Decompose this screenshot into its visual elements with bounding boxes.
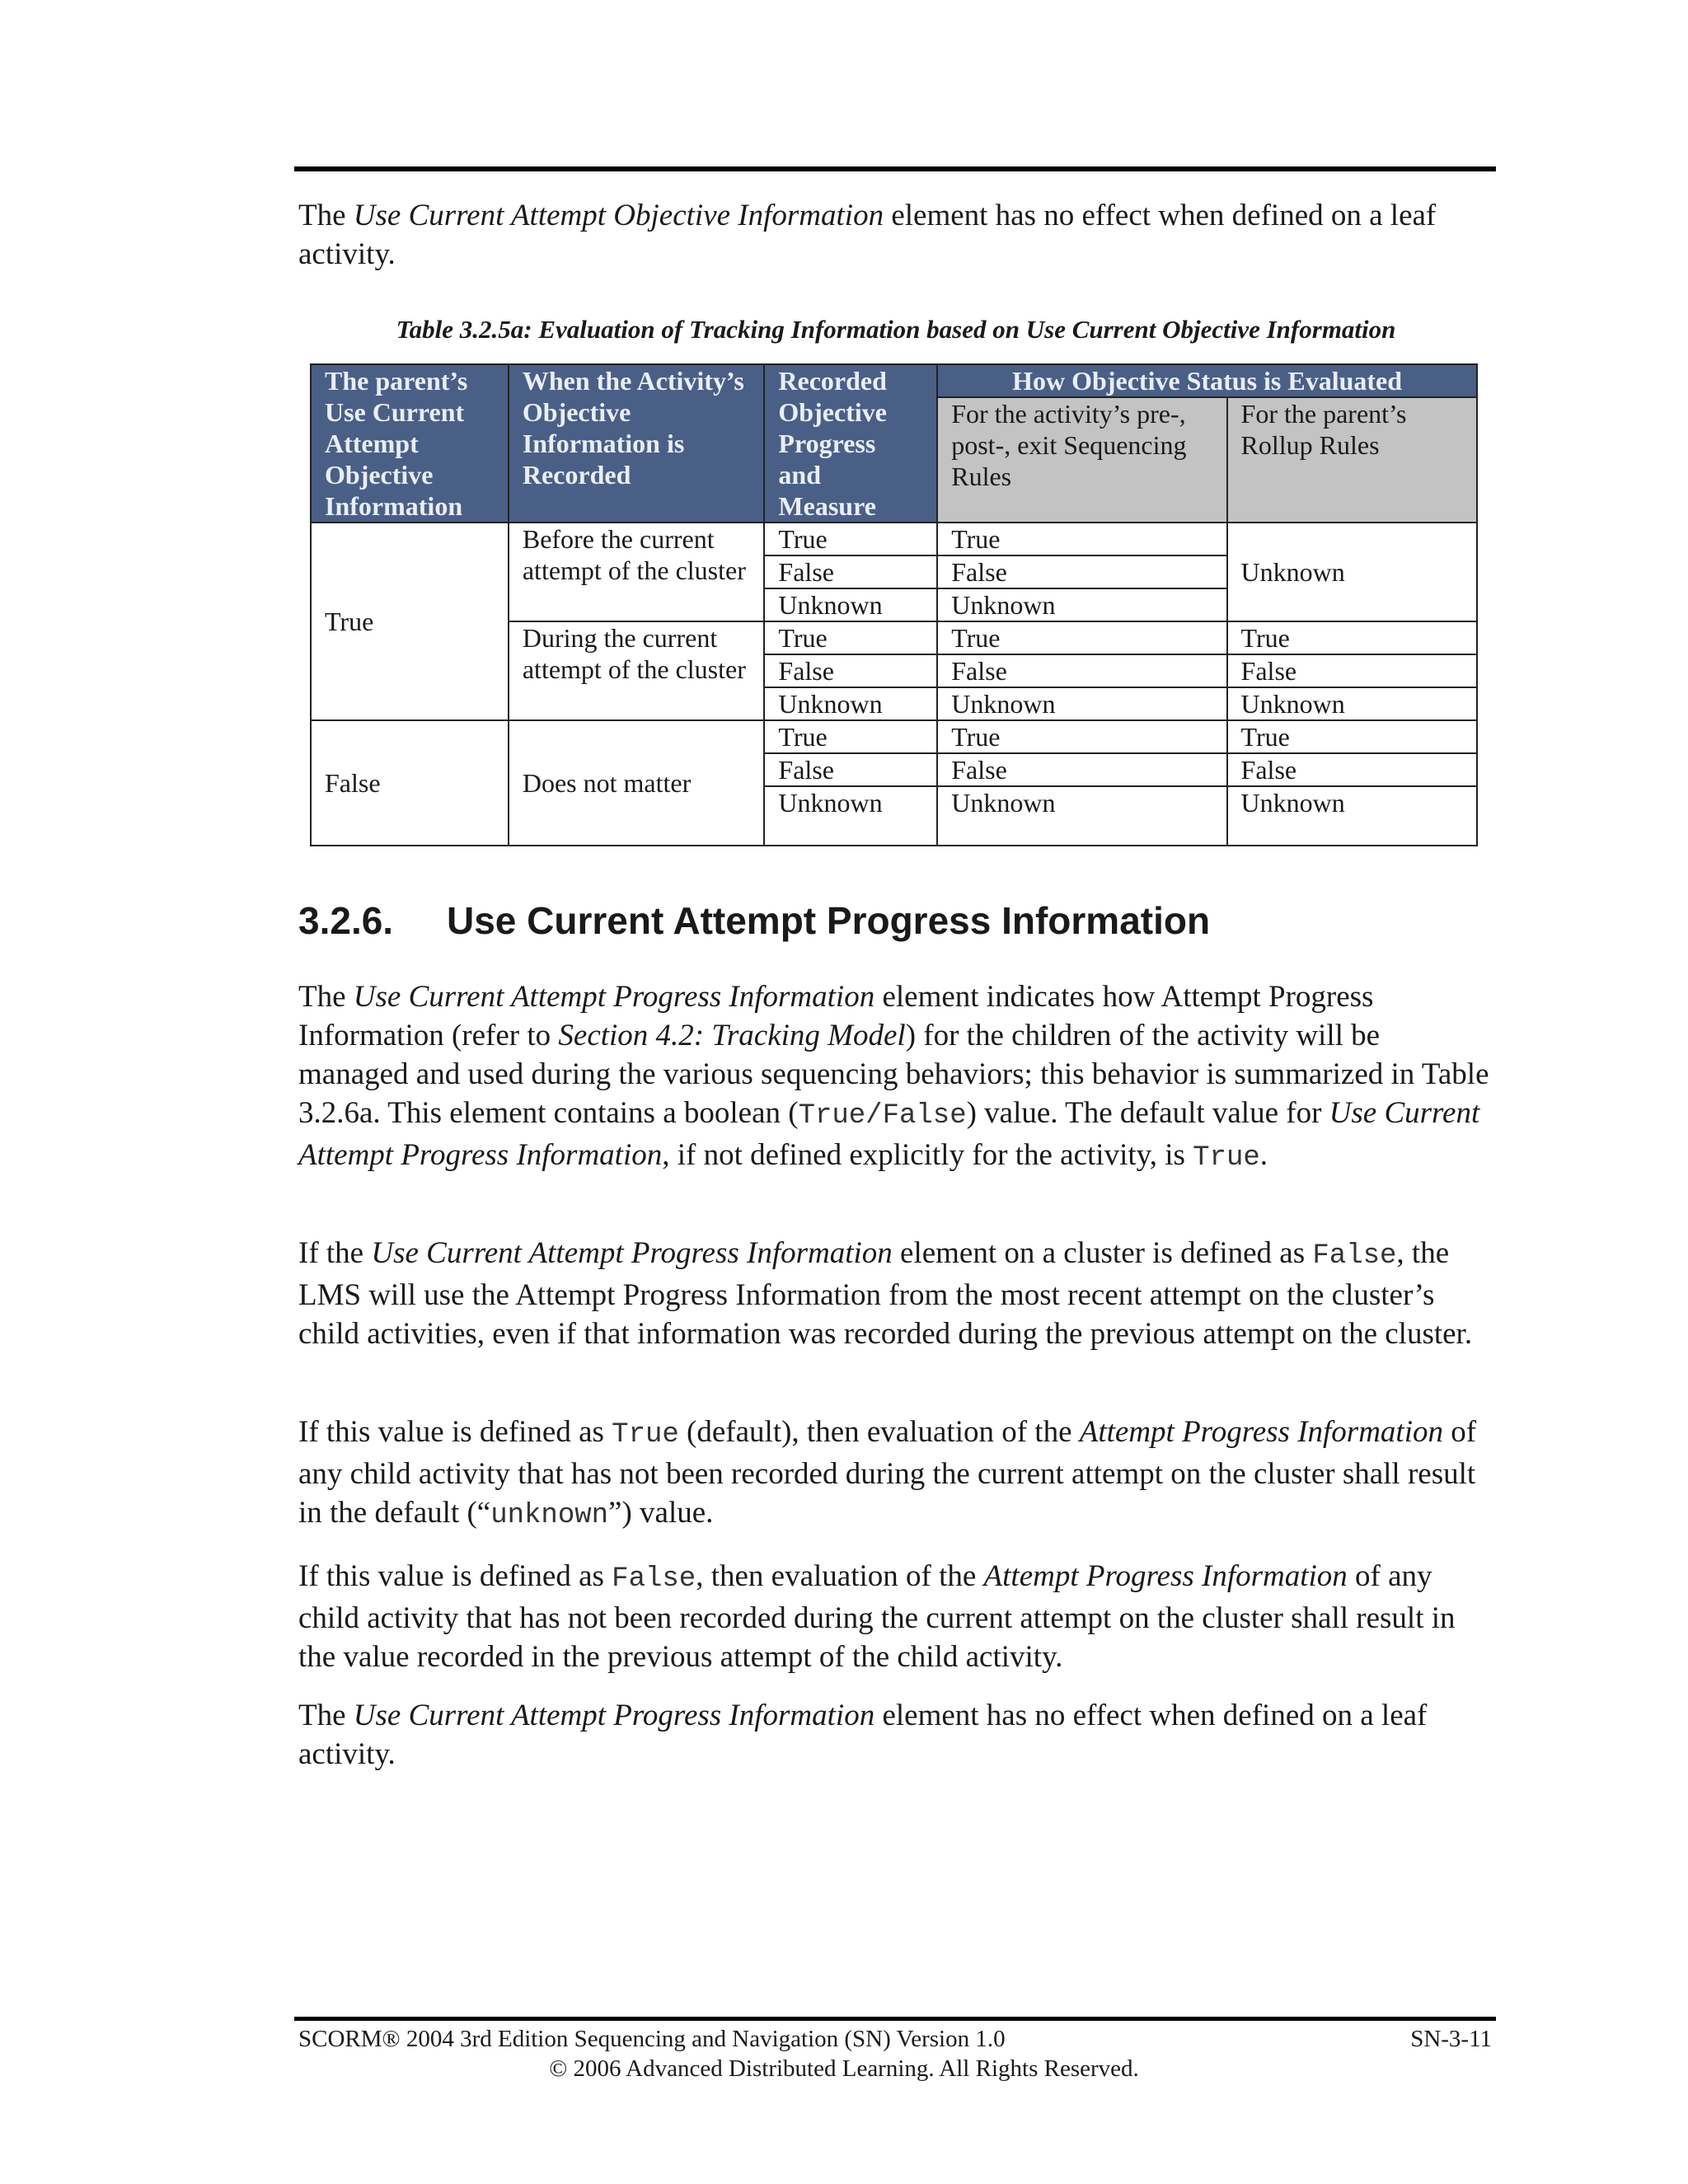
cell-activity-rules: Unknown bbox=[937, 588, 1226, 621]
table-row bbox=[311, 523, 1477, 555]
header-rule bbox=[294, 166, 1496, 171]
intro-paragraph bbox=[298, 196, 1493, 274]
cell-recorded: Unknown bbox=[764, 786, 937, 846]
section-title: Use Current Attempt Progress Information bbox=[447, 899, 1211, 942]
paragraph-leaf bbox=[298, 1696, 1493, 1774]
text: The bbox=[298, 980, 354, 1014]
cell-rollup: True bbox=[1227, 720, 1477, 753]
emphasis: Attempt Progress Information bbox=[983, 1559, 1348, 1593]
code: False bbox=[1312, 1240, 1397, 1272]
cell-recorded: True bbox=[764, 720, 937, 753]
text: The bbox=[298, 199, 354, 232]
cell-recorded: Unknown bbox=[764, 588, 937, 621]
cell-rollup: Unknown bbox=[1227, 523, 1477, 621]
paragraph-true-default bbox=[298, 1413, 1493, 1535]
text: If the bbox=[298, 1236, 372, 1270]
cell-recorded: False bbox=[764, 753, 937, 786]
code: unknown bbox=[490, 1500, 609, 1531]
section-reference: Section 4.2: Tracking Model bbox=[558, 1019, 906, 1052]
paragraph-false-value bbox=[298, 1557, 1493, 1676]
cell-rollup: Unknown bbox=[1227, 687, 1477, 720]
header-when-recorded: When the Activity’s Objective Information is Recorded bbox=[509, 364, 765, 523]
cell-activity-rules: Unknown bbox=[937, 687, 1226, 720]
evaluation-table bbox=[310, 363, 1478, 846]
cell-activity-rules: True bbox=[937, 621, 1226, 654]
cell-when: During the current attempt of the cluster bbox=[509, 621, 765, 720]
cell-rollup: False bbox=[1227, 654, 1477, 687]
cell-activity-rules: True bbox=[937, 720, 1226, 753]
cell-use-current: False bbox=[311, 720, 509, 846]
header-activity-rules: For the activity’s pre-, post-, exit Sequencing Rules bbox=[937, 397, 1226, 523]
emphasis: Use Current Attempt Objective Information bbox=[353, 199, 884, 232]
footer-title: SCORM® 2004 3rd Edition Sequencing and Navigation (SN) Version 1.0 bbox=[298, 2026, 1006, 2052]
cell-rollup: False bbox=[1227, 753, 1477, 786]
paragraph-false-cluster bbox=[298, 1234, 1493, 1353]
cell-recorded: True bbox=[764, 523, 937, 555]
cell-recorded: Unknown bbox=[764, 687, 937, 720]
cell-when: Before the current attempt of the cluster bbox=[509, 523, 765, 621]
paragraph-definition bbox=[298, 977, 1493, 1178]
section-number: 3.2.6. bbox=[298, 899, 394, 942]
table-caption: Table 3.2.5a: Evaluation of Tracking Information based on Use Current Objective Information bbox=[396, 315, 1396, 344]
emphasis: Use Current Attempt Progress Information bbox=[298, 1096, 1480, 1172]
cell-use-current: True bbox=[311, 523, 509, 720]
code: False bbox=[612, 1563, 696, 1595]
cell-rollup: True bbox=[1227, 621, 1477, 654]
footer-rule bbox=[294, 2017, 1496, 2021]
text: ”) value. bbox=[608, 1496, 714, 1530]
cell-activity-rules: Unknown bbox=[937, 786, 1226, 846]
text: , the LMS will use the Attempt Progress Information from the most recent attempt on the cluster’s child activities, even if that information was recorded during the previous attempt on the cluster. bbox=[298, 1236, 1473, 1351]
cell-activity-rules: True bbox=[937, 523, 1226, 555]
text: of any child activity that has not been recorded during the current attempt on the cluster shall result in the default (“ bbox=[298, 1415, 1477, 1530]
emphasis: Use Current Attempt Progress Information bbox=[353, 980, 875, 1014]
text: If this value is defined as bbox=[298, 1415, 612, 1449]
header-rollup-rules: For the parent’s Rollup Rules bbox=[1227, 397, 1477, 523]
text: The bbox=[298, 1699, 354, 1732]
text: If this value is defined as bbox=[298, 1559, 612, 1593]
header-group-status: How Objective Status is Evaluated bbox=[937, 364, 1477, 397]
cell-rollup: Unknown bbox=[1227, 786, 1477, 846]
section-heading bbox=[298, 898, 1210, 943]
header-recorded-progress: Recorded Objective Progress and Measure bbox=[764, 364, 937, 523]
emphasis: Attempt Progress Information bbox=[1079, 1415, 1443, 1449]
text: (default), then evaluation of the bbox=[678, 1415, 1080, 1449]
cell-activity-rules: False bbox=[937, 654, 1226, 687]
cell-recorded: True bbox=[764, 621, 937, 654]
emphasis: Use Current Attempt Progress Information bbox=[353, 1699, 875, 1732]
text: ) value. The default value for bbox=[966, 1096, 1329, 1130]
cell-activity-rules: False bbox=[937, 555, 1226, 588]
text: element indicates how Attempt Progress Information (refer to bbox=[298, 980, 1374, 1052]
text: of any child activity that has not been recorded during the current attempt on the cluster shall result in the value recorded in the previous attempt of the child activity. bbox=[298, 1559, 1456, 1674]
code: True bbox=[1193, 1142, 1260, 1174]
cell-recorded: False bbox=[764, 654, 937, 687]
emphasis: Use Current Attempt Progress Information bbox=[371, 1236, 893, 1270]
text: element on a cluster is defined as bbox=[892, 1236, 1313, 1270]
text: element has no effect when defined on a leaf activity. bbox=[298, 199, 1437, 271]
text: . bbox=[1259, 1138, 1268, 1172]
page-number: SN-3-11 bbox=[1410, 2026, 1492, 2052]
cell-when: Does not matter bbox=[509, 720, 765, 846]
cell-recorded: False bbox=[764, 555, 937, 588]
text: , then evaluation of the bbox=[696, 1559, 984, 1593]
header-use-current: The parent’s Use Current Attempt Objective Information bbox=[311, 364, 509, 523]
text: ) for the children of the activity will be managed and used during the various sequencing behaviors; this behavior is summarized in Table 3.2.6a. This element contains a boolean ( bbox=[298, 1019, 1489, 1130]
text: element has no effect when defined on a leaf activity. bbox=[298, 1699, 1428, 1771]
cell-activity-rules: False bbox=[937, 753, 1226, 786]
table-row bbox=[311, 720, 1477, 753]
footer-copyright: © 2006 Advanced Distributed Learning. All Rights Reserved. bbox=[549, 2055, 1139, 2082]
code: True/False bbox=[798, 1100, 967, 1132]
text: , if not defined explicitly for the activity, is bbox=[662, 1138, 1193, 1172]
code: True bbox=[612, 1419, 679, 1451]
